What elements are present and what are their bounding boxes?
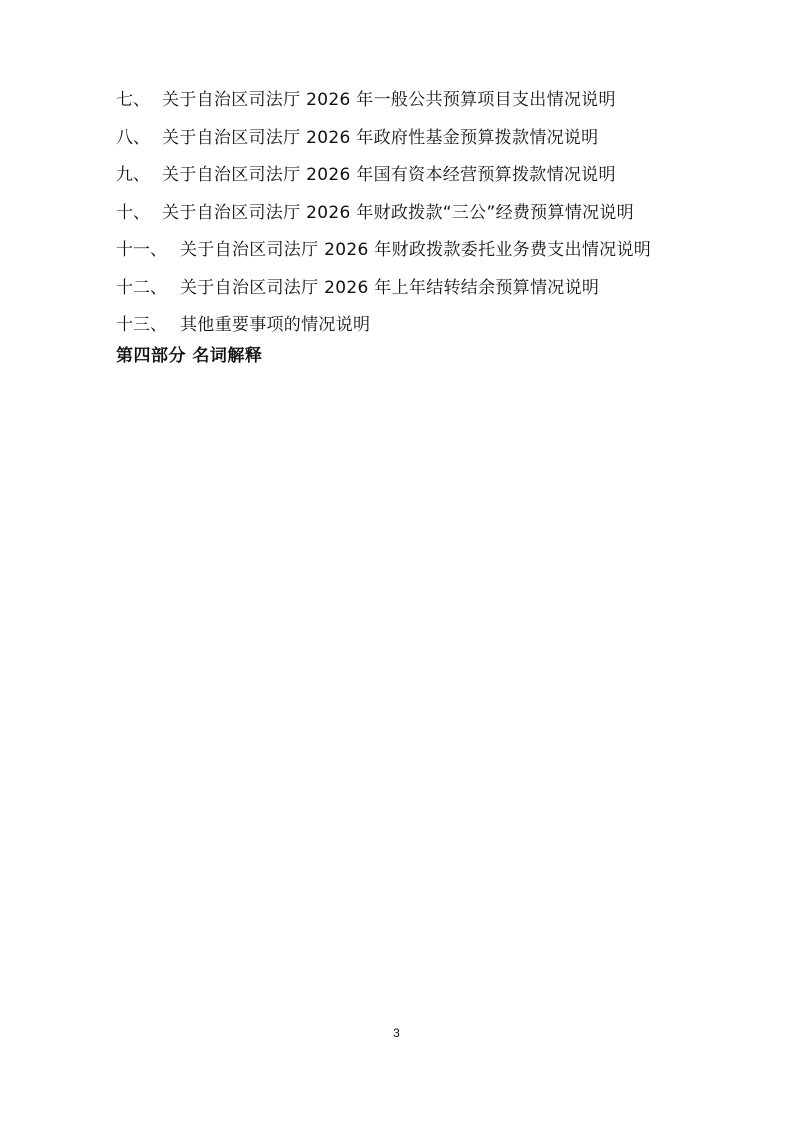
toc-item-text: 关于自治区司法厅 2026 年上年结转结余预算情况说明 <box>180 277 600 298</box>
table-of-contents <box>116 86 716 349</box>
toc-item-text: 其他重要事项的情况说明 <box>180 315 371 335</box>
toc-item-8 <box>116 124 716 162</box>
toc-item-text: 关于自治区司法厅 2026 年一般公共预算项目支出情况说明 <box>162 90 616 110</box>
toc-item-number: 十一、 <box>116 240 167 260</box>
toc-item-number: 十二、 <box>116 277 167 298</box>
toc-item-number: 七、 <box>116 90 150 110</box>
toc-item-text: 关于自治区司法厅 2026 年政府性基金预算拨款情况说明 <box>162 127 599 148</box>
toc-item-text: 关于自治区司法厅 2026 年财政拨款委托业务费支出情况说明 <box>180 240 652 260</box>
toc-item-number: 九、 <box>116 165 150 185</box>
section-heading: 第四部分 名词解释 <box>116 346 263 366</box>
toc-item-11 <box>116 236 716 274</box>
page-number: 3 <box>393 1026 400 1040</box>
toc-item-7 <box>116 86 716 124</box>
toc-item-number: 八、 <box>116 127 150 148</box>
toc-item-10 <box>116 199 716 237</box>
toc-item-text: 关于自治区司法厅 2026 年财政拨款“三公”经费预算情况说明 <box>162 202 634 223</box>
toc-item-text: 关于自治区司法厅 2026 年国有资本经营预算拨款情况说明 <box>162 165 616 185</box>
toc-item-number: 十、 <box>116 202 150 223</box>
toc-item-number: 十三、 <box>116 315 167 335</box>
toc-item-9 <box>116 161 716 199</box>
toc-item-12 <box>116 274 716 312</box>
